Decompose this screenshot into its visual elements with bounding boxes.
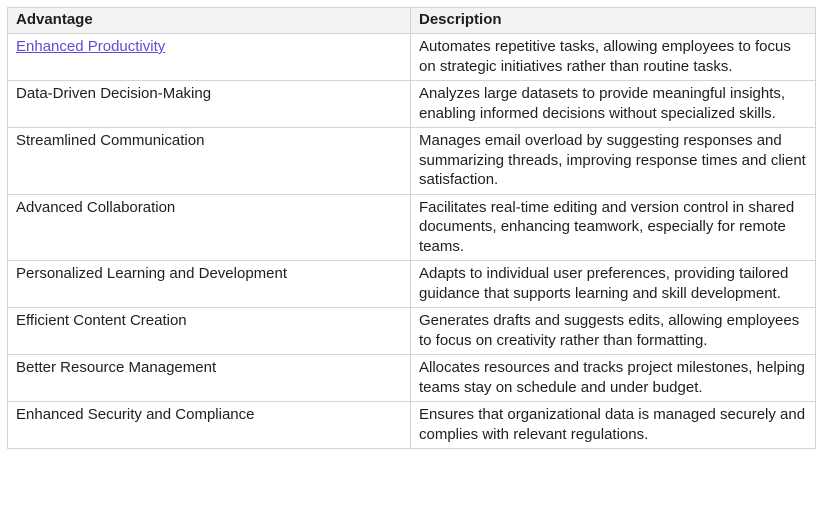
advantages-table (7, 7, 816, 449)
advantage-link[interactable]: Enhanced Productivity (16, 38, 166, 55)
table-body (8, 34, 816, 449)
header-row (8, 8, 816, 34)
description-cell: Facilitates real-time editing and version control in shared documents, enhancing teamwork, especially for remote teams. (411, 194, 816, 261)
description-cell: Generates drafts and suggests edits, allowing employees to focus on creativity rather than formatting. (411, 308, 816, 355)
table-row (8, 81, 816, 128)
table-row (8, 308, 816, 355)
description-cell: Allocates resources and tracks project milestones, helping teams stay on schedule and under budget. (411, 355, 816, 402)
table-row (8, 402, 816, 449)
advantage-cell: Advanced Collaboration (8, 194, 411, 261)
table-header (8, 8, 816, 34)
advantage-cell: Streamlined Communication (8, 128, 411, 195)
description-cell: Adapts to individual user preferences, providing tailored guidance that supports learning and skill development. (411, 261, 816, 308)
table-row (8, 261, 816, 308)
advantage-cell: Personalized Learning and Development (8, 261, 411, 308)
table-row (8, 194, 816, 261)
table-row (8, 34, 816, 81)
advantage-cell: Data-Driven Decision-Making (8, 81, 411, 128)
table-row (8, 128, 816, 195)
description-cell: Ensures that organizational data is managed securely and complies with relevant regulations. (411, 402, 816, 449)
description-cell: Analyzes large datasets to provide meaningful insights, enabling informed decisions without specialized skills. (411, 81, 816, 128)
description-cell: Automates repetitive tasks, allowing employees to focus on strategic initiatives rather than routine tasks. (411, 34, 816, 81)
advantage-cell (8, 34, 411, 81)
advantage-cell: Efficient Content Creation (8, 308, 411, 355)
advantage-cell: Enhanced Security and Compliance (8, 402, 411, 449)
advantage-cell: Better Resource Management (8, 355, 411, 402)
header-description: Description (411, 8, 816, 34)
table-row (8, 355, 816, 402)
description-cell: Manages email overload by suggesting responses and summarizing threads, improving response times and client satisfaction. (411, 128, 816, 195)
header-advantage: Advantage (8, 8, 411, 34)
